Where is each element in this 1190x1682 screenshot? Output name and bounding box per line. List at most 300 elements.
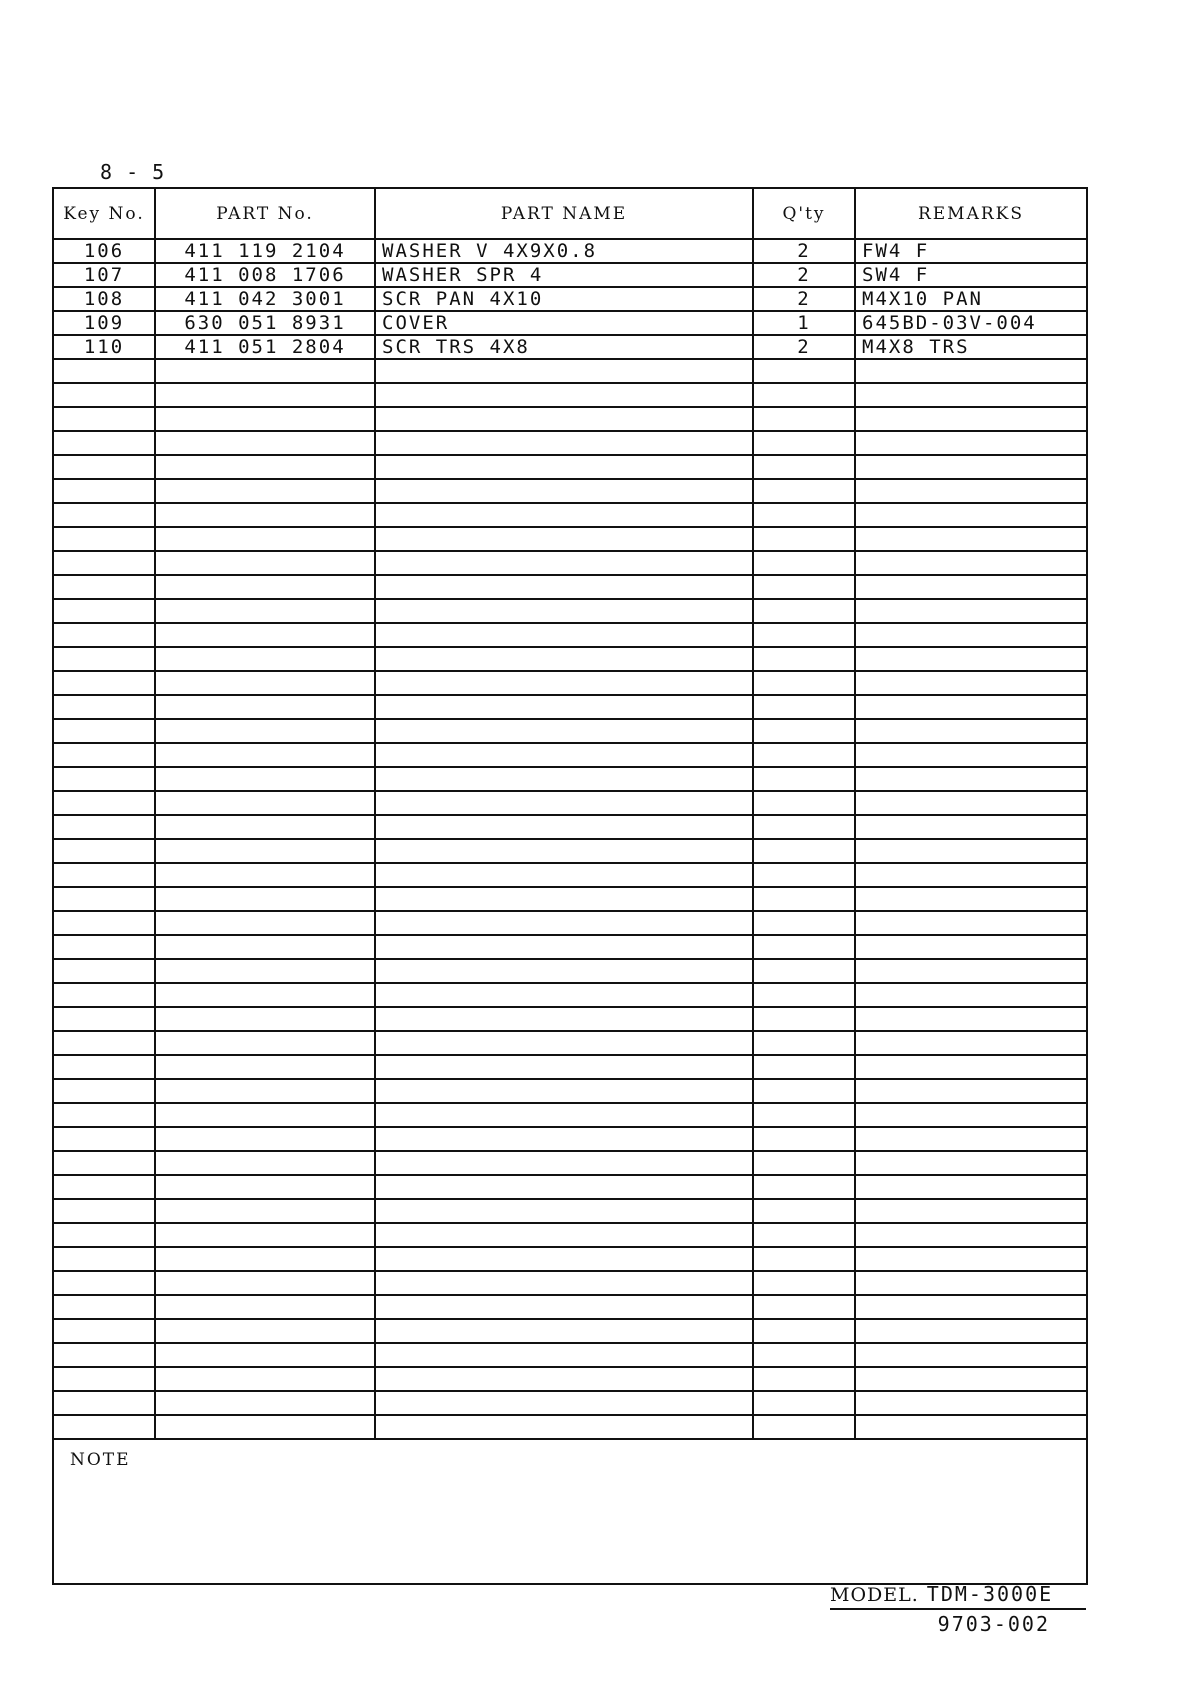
cell-key-no: 109 [54,312,156,334]
cell-remarks [856,1344,1086,1366]
table-row-empty [54,792,1086,816]
cell-remarks [856,696,1086,718]
cell-remarks [856,408,1086,430]
table-row [54,264,1086,288]
cell-part-name [376,1080,754,1102]
cell-part-name [376,504,754,526]
header-remarks: REMARKS [917,203,1025,224]
table-row-empty [54,1272,1086,1296]
cell-qty [754,480,856,502]
table-row [54,312,1086,336]
cell-remarks [856,552,1086,574]
cell-key-no [54,1368,156,1390]
cell-qty [754,816,856,838]
table-row-empty [54,1248,1086,1272]
table-header [54,189,1086,240]
cell-part-name [376,552,754,574]
cell-remarks [856,744,1086,766]
cell-key-no [54,504,156,526]
cell-part-name [376,1392,754,1414]
cell-part-name [376,840,754,862]
cell-qty [754,456,856,478]
cell-key-no [54,960,156,982]
cell-remarks [856,1392,1086,1414]
cell-remarks: SW4 F [862,264,930,286]
cell-part-no [156,1248,376,1270]
table-row-empty [54,432,1086,456]
cell-key-no [54,1224,156,1246]
cell-key-no [54,1248,156,1270]
cell-remarks [856,528,1086,550]
cell-part-name [376,1224,754,1246]
cell-key-no [54,864,156,886]
cell-remarks [856,576,1086,598]
cell-part-no [156,504,376,526]
header-key-no: Key No. [54,189,156,238]
table-row-empty [54,1224,1086,1248]
cell-part-no [156,456,376,478]
table-row-empty [54,1080,1086,1104]
cell-key-no [54,1176,156,1198]
cell-key-no [54,1056,156,1078]
cell-key-no [54,1152,156,1174]
cell-part-name [376,744,754,766]
cell-remarks [856,1368,1086,1390]
cell-qty [754,1008,856,1030]
cell-key-no [54,408,156,430]
cell-part-name [376,1344,754,1366]
cell-key-no [54,696,156,718]
cell-part-name [376,1272,754,1294]
model-line [830,1582,1086,1610]
cell-qty [754,1152,856,1174]
table-row-empty [54,384,1086,408]
cell-part-name [376,792,754,814]
cell-part-name [376,1104,754,1126]
cell-qty [754,1056,856,1078]
model-label: MODEL. [830,1584,919,1606]
cell-remarks [856,1056,1086,1078]
cell-qty [754,552,856,574]
cell-remarks [856,1416,1086,1438]
table-row-empty [54,720,1086,744]
cell-qty [754,1368,856,1390]
cell-part-no [156,1344,376,1366]
table-row-empty [54,1200,1086,1224]
cell-qty [754,1344,856,1366]
table-row-empty [54,1392,1086,1416]
cell-key-no: 108 [54,288,156,310]
cell-remarks [856,768,1086,790]
cell-remarks [856,720,1086,742]
header-part-name: PART NAME [376,189,754,238]
cell-part-no [156,384,376,406]
cell-qty [754,1272,856,1294]
cell-remarks [856,1176,1086,1198]
cell-remarks [856,432,1086,454]
note-area [54,1440,1086,1583]
cell-part-no [156,1056,376,1078]
cell-part-name [376,864,754,886]
cell-part-name [376,528,754,550]
cell-key-no: 110 [54,336,156,358]
cell-part-no [156,1128,376,1150]
cell-key-no [54,1104,156,1126]
cell-part-name [376,960,754,982]
cell-remarks [856,480,1086,502]
cell-part-no [156,600,376,622]
cell-qty [754,840,856,862]
cell-part-name: COVER [376,312,754,334]
cell-qty [754,528,856,550]
cell-part-no [156,360,376,382]
table-row-empty [54,408,1086,432]
cell-part-no [156,552,376,574]
cell-part-no [156,960,376,982]
cell-key-no [54,984,156,1006]
cell-part-no [156,1320,376,1342]
cell-remarks [856,816,1086,838]
cell-part-no [156,696,376,718]
cell-part-no [156,1296,376,1318]
cell-part-name [376,1056,754,1078]
cell-remarks: 645BD-03V-004 [862,312,1037,334]
cell-part-no [156,792,376,814]
cell-qty [754,1080,856,1102]
cell-key-no [54,1272,156,1294]
parts-table [52,187,1088,1585]
cell-part-no [156,648,376,670]
cell-qty: 2 [754,264,856,286]
cell-key-no [54,792,156,814]
cell-part-name [376,984,754,1006]
cell-key-no [54,648,156,670]
cell-key-no [54,1080,156,1102]
cell-qty [754,864,856,886]
cell-part-no [156,888,376,910]
cell-qty [754,1032,856,1054]
cell-part-name [376,648,754,670]
cell-remarks [856,360,1086,382]
cell-key-no [54,528,156,550]
cell-part-no [156,1152,376,1174]
cell-qty [754,648,856,670]
table-row-empty [54,600,1086,624]
cell-remarks: M4X8 TRS [862,336,970,358]
table-row-empty [54,744,1086,768]
table-row-empty [54,696,1086,720]
cell-remarks [856,1080,1086,1102]
cell-remarks [856,456,1086,478]
cell-qty [754,504,856,526]
cell-part-name [376,912,754,934]
cell-part-no [156,672,376,694]
header-qty: Q'ty [754,189,856,238]
cell-remarks [856,1128,1086,1150]
cell-part-name [376,696,754,718]
cell-part-name [376,1368,754,1390]
cell-part-name [376,816,754,838]
cell-part-name [376,1416,754,1438]
cell-remarks [856,600,1086,622]
cell-qty [754,696,856,718]
table-row-empty [54,672,1086,696]
cell-qty [754,360,856,382]
cell-remarks [856,1104,1086,1126]
cell-part-name [376,384,754,406]
cell-part-no [156,720,376,742]
cell-part-name [376,576,754,598]
cell-key-no [54,720,156,742]
cell-remarks [856,864,1086,886]
cell-key-no: 107 [54,264,156,286]
cell-qty [754,720,856,742]
table-row-empty [54,1128,1086,1152]
cell-remarks [856,384,1086,406]
cell-part-name [376,360,754,382]
cell-part-no [156,744,376,766]
cell-part-no: 411 051 2804 [156,336,376,358]
cell-qty: 2 [754,336,856,358]
cell-part-no [156,984,376,1006]
cell-part-name [376,1200,754,1222]
cell-remarks [856,1320,1086,1342]
cell-qty [754,1320,856,1342]
cell-part-name [376,672,754,694]
cell-key-no [54,480,156,502]
table-row [54,288,1086,312]
cell-key-no [54,1320,156,1342]
cell-remarks [856,672,1086,694]
cell-qty [754,624,856,646]
table-row-empty [54,1008,1086,1032]
cell-key-no [54,576,156,598]
cell-remarks [856,840,1086,862]
cell-part-name [376,768,754,790]
cell-part-no [156,1176,376,1198]
cell-part-name [376,408,754,430]
table-row-empty [54,960,1086,984]
cell-qty [754,744,856,766]
cell-qty [754,1416,856,1438]
cell-part-no: 411 119 2104 [156,240,376,262]
cell-key-no [54,888,156,910]
cell-part-name [376,1176,754,1198]
cell-part-name [376,720,754,742]
table-row-empty [54,624,1086,648]
cell-qty [754,984,856,1006]
cell-qty [754,768,856,790]
cell-remarks [856,1296,1086,1318]
cell-qty: 2 [754,288,856,310]
table-row-empty [54,888,1086,912]
cell-key-no [54,744,156,766]
cell-remarks [856,1008,1086,1030]
cell-part-no [156,1368,376,1390]
cell-qty [754,1200,856,1222]
table-row [54,336,1086,360]
table-row-empty [54,504,1086,528]
cell-part-name [376,1008,754,1030]
cell-part-no [156,1200,376,1222]
table-body [54,240,1086,1440]
cell-key-no: 106 [54,240,156,262]
cell-remarks [856,888,1086,910]
cell-key-no [54,912,156,934]
table-row-empty [54,1032,1086,1056]
cell-part-name [376,624,754,646]
cell-qty [754,600,856,622]
cell-part-no [156,1032,376,1054]
cell-part-no [156,1104,376,1126]
cell-part-no [156,936,376,958]
cell-qty [754,384,856,406]
cell-part-name [376,480,754,502]
cell-part-no [156,912,376,934]
cell-remarks: M4X10 PAN [862,288,983,310]
cell-part-name [376,1320,754,1342]
cell-remarks [856,936,1086,958]
cell-part-no [156,1008,376,1030]
cell-part-name: SCR TRS 4X8 [376,336,754,358]
table-row-empty [54,528,1086,552]
cell-remarks [856,648,1086,670]
cell-qty [754,408,856,430]
cell-key-no [54,1128,156,1150]
cell-remarks [856,984,1086,1006]
cell-key-no [54,1008,156,1030]
cell-part-no: 411 042 3001 [156,288,376,310]
cell-key-no [54,456,156,478]
cell-part-name: WASHER SPR 4 [376,264,754,286]
doc-code: 9703-002 [937,1612,1050,1636]
cell-remarks [856,912,1086,934]
cell-key-no [54,672,156,694]
cell-qty [754,936,856,958]
table-row-empty [54,648,1086,672]
cell-part-no [156,408,376,430]
cell-qty: 1 [754,312,856,334]
table-row-empty [54,1296,1086,1320]
table-row-empty [54,1056,1086,1080]
cell-qty [754,792,856,814]
cell-qty [754,576,856,598]
cell-qty [754,888,856,910]
cell-part-no [156,624,376,646]
cell-remarks [856,1272,1086,1294]
table-row-empty [54,456,1086,480]
table-row [54,240,1086,264]
cell-part-name: WASHER V 4X9X0.8 [376,240,754,262]
cell-part-name [376,600,754,622]
cell-key-no [54,600,156,622]
cell-key-no [54,936,156,958]
table-row-empty [54,1152,1086,1176]
cell-key-no [54,1296,156,1318]
table-row-empty [54,552,1086,576]
cell-part-no [156,1416,376,1438]
cell-part-no [156,840,376,862]
cell-qty [754,1392,856,1414]
cell-key-no [54,360,156,382]
cell-part-no [156,576,376,598]
cell-key-no [54,624,156,646]
cell-remarks [856,1152,1086,1174]
cell-remarks [856,960,1086,982]
cell-part-no [156,1392,376,1414]
cell-part-name [376,432,754,454]
cell-key-no [54,1392,156,1414]
table-row-empty [54,576,1086,600]
cell-part-name [376,1152,754,1174]
cell-key-no [54,1416,156,1438]
cell-key-no [54,1344,156,1366]
cell-part-name [376,888,754,910]
cell-part-no [156,1080,376,1102]
cell-remarks: FW4 F [862,240,930,262]
cell-qty [754,1128,856,1150]
cell-key-no [54,552,156,574]
table-row-empty [54,936,1086,960]
cell-remarks [856,1032,1086,1054]
table-row-empty [54,768,1086,792]
model-value: TDM-3000E [926,1582,1054,1606]
table-row-empty [54,1344,1086,1368]
cell-key-no [54,432,156,454]
cell-remarks [856,1224,1086,1246]
cell-part-no: 411 008 1706 [156,264,376,286]
cell-key-no [54,840,156,862]
header-part-no: PART No. [156,189,376,238]
cell-key-no [54,768,156,790]
cell-qty [754,1248,856,1270]
cell-part-no [156,768,376,790]
cell-qty [754,1104,856,1126]
cell-part-no [156,1272,376,1294]
table-row-empty [54,1320,1086,1344]
table-row-empty [54,1104,1086,1128]
cell-remarks [856,1200,1086,1222]
table-row-empty [54,1176,1086,1200]
cell-part-name [376,1128,754,1150]
cell-qty: 2 [754,240,856,262]
cell-remarks [856,1248,1086,1270]
cell-part-name [376,1248,754,1270]
cell-qty [754,1176,856,1198]
page-number: 8 - 5 [100,160,166,184]
cell-part-no [156,528,376,550]
table-row-empty [54,864,1086,888]
cell-qty [754,912,856,934]
cell-remarks [856,504,1086,526]
cell-key-no [54,816,156,838]
table-row-empty [54,1416,1086,1440]
note-label: NOTE [70,1450,131,1470]
cell-part-name [376,936,754,958]
table-row-empty [54,480,1086,504]
cell-remarks [856,792,1086,814]
cell-part-no [156,1224,376,1246]
cell-part-name [376,1032,754,1054]
footer [830,1582,1086,1636]
cell-qty [754,432,856,454]
cell-qty [754,960,856,982]
cell-part-name [376,1296,754,1318]
cell-remarks [856,624,1086,646]
cell-part-name [376,456,754,478]
cell-part-no [156,432,376,454]
table-row-empty [54,840,1086,864]
